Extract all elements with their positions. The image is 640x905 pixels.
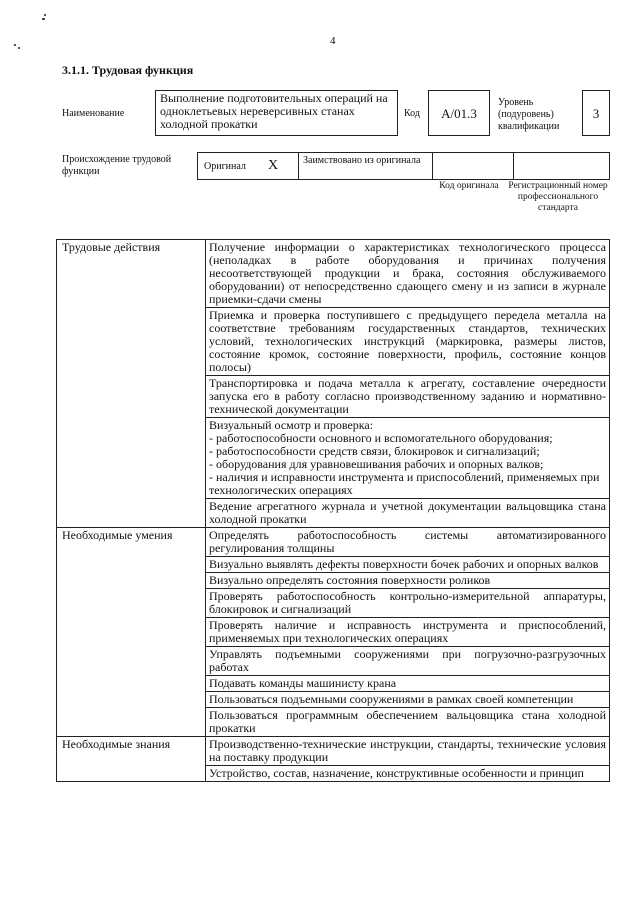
section-heading: 3.1.1. Трудовая функция: [62, 63, 194, 77]
table-row: [57, 737, 610, 766]
reg-number-cell: [513, 152, 610, 180]
name-label: Наименование: [62, 108, 125, 119]
level-value: 3: [592, 106, 600, 121]
original-label: Оригинал: [204, 161, 246, 172]
code-original-caption: Код оригинала: [439, 181, 499, 191]
section-title-knowledge: Необходимые знания: [57, 737, 206, 782]
labor-function-table: [56, 239, 610, 782]
section-title-actions: Трудовые действия: [57, 240, 206, 528]
borrowed-cell: [298, 152, 433, 180]
origin-label: Происхождение трудовой функции: [62, 154, 172, 177]
inspection-item: - работоспособности основного и вспомогательного оборудования;: [209, 431, 553, 445]
list-item: Устройство, состав, назначение, конструктивные особенности и принцип: [206, 766, 610, 782]
code-label: Код: [404, 108, 420, 119]
table-row: [57, 240, 610, 308]
original-mark: X: [268, 158, 279, 173]
list-item: Приемка и проверка поступившего с предыдущего передела металла на соответствие требованиям государственных стандартов, технических условий, технологических инструкций (маркировка, размеры листов, состояние кромок, состояние поверхности, профиль, состояние концов полосы): [206, 308, 610, 376]
list-item: Подавать команды машинисту крана: [206, 676, 610, 692]
level-box: [582, 90, 610, 136]
original-cell: [197, 152, 299, 180]
list-item-inspection: [206, 418, 610, 499]
function-name-box: Выполнение подготовительных операций на одноклетьевых нереверсивных станах холодной прокатки: [155, 90, 398, 136]
page-number: 4: [330, 35, 336, 47]
level-label: Уровень (подуровень) квалификации: [498, 97, 560, 132]
inspection-item: - работоспособности средств связи, блокировок и сигнализаций;: [209, 444, 540, 458]
list-item: Ведение агрегатного журнала и учетной документации вальцовщика стана холодной прокатки: [206, 499, 610, 528]
list-item: Пользоваться программным обеспечением вальцовщика стана холодной прокатки: [206, 708, 610, 737]
list-item: Транспортировка и подача металла к агрегату, составление очередности запуска его в работу согласно производственному заданию и нормативно-технической документации: [206, 376, 610, 418]
function-code-box: [428, 90, 490, 136]
list-item: Определять работоспособность системы автоматизированного регулирования толщины: [206, 528, 610, 557]
list-item: Проверять работоспособность контрольно-измерительной аппаратуры, блокировок и сигнализаций: [206, 589, 610, 618]
inspection-heading: Визуальный осмотр и проверка:: [209, 418, 374, 432]
section-title-skills: Необходимые умения: [57, 528, 206, 737]
code-original-cell: [432, 152, 514, 180]
scan-speck: [44, 14, 46, 16]
reg-number-caption: Регистрационный номер профессионального стандарта: [508, 181, 608, 213]
scan-speck: [14, 44, 16, 46]
list-item: Производственно-технические инструкции, стандарты, технические условия на поставку продукции: [206, 737, 610, 766]
inspection-item: - оборудования для уравновешивания рабочих и опорных валков;: [209, 457, 544, 471]
list-item: Визуально выявлять дефекты поверхности бочек рабочих и опорных валков: [206, 557, 610, 573]
list-item: Визуально определять состояния поверхности роликов: [206, 573, 610, 589]
table-row: [57, 528, 610, 557]
borrowed-label: Заимствовано из оригинала: [303, 155, 421, 166]
list-item: Управлять подъемными сооружениями при погрузочно-разгрузочных работах: [206, 647, 610, 676]
list-item: Проверять наличие и исправность инструмента и приспособлений, применяемых при технологических операциях: [206, 618, 610, 647]
scan-speck: [42, 18, 45, 20]
scan-speck: [18, 47, 20, 49]
inspection-item: - наличия и исправности инструмента и приспособлений, применяемых при технологических операциях: [209, 470, 600, 497]
function-code-value: A/01.3: [441, 106, 477, 121]
list-item: Получение информации о характеристиках технологического процесса (неполадках в работе оборудования и причинах получения несоответствующей продукции и брака, состояния обслуживаемого оборудовании) от непосредственно сдающего смену и из записи в журнале приемки-сдачи смены: [206, 240, 610, 308]
list-item: Пользоваться подъемными сооружениями в рамках своей компетенции: [206, 692, 610, 708]
